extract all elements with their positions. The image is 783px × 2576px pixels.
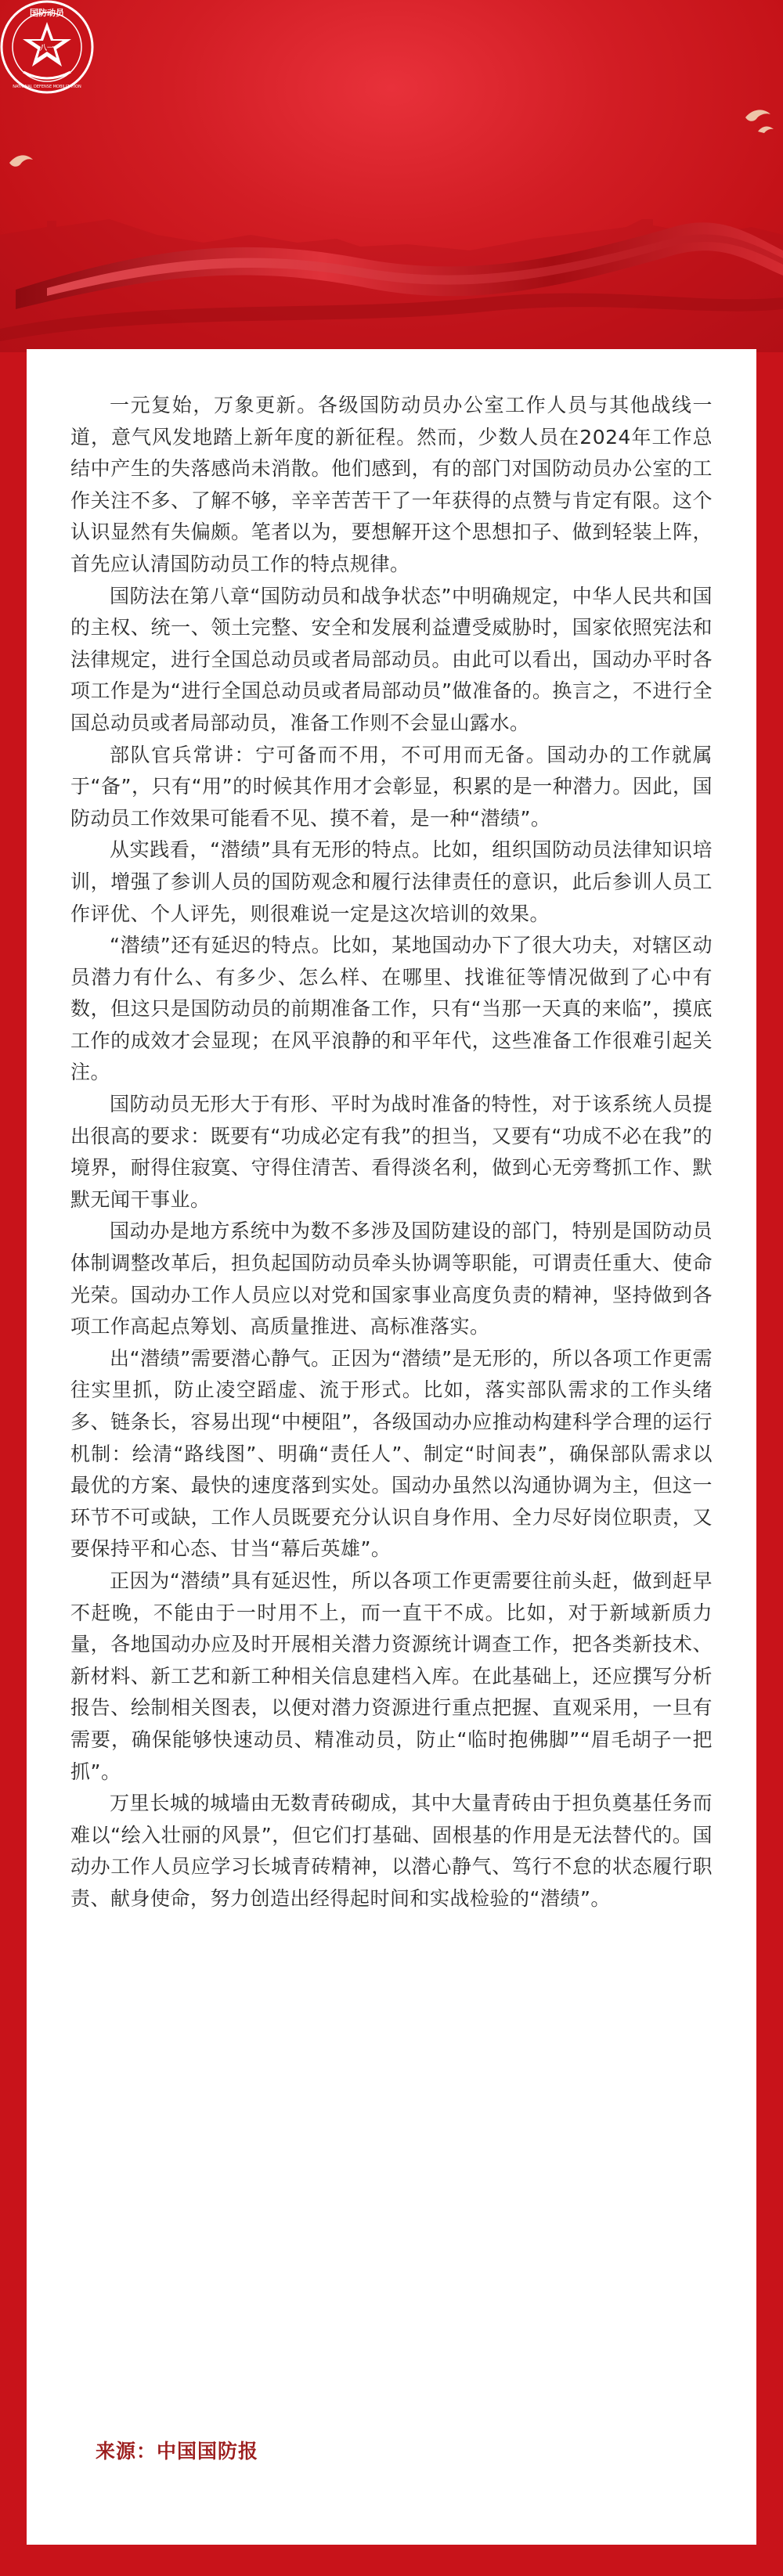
article-source: 来源：中国国防报	[96, 2440, 259, 2463]
emblem-subtext: NATIONAL DEFENSE MOBILIZATION	[13, 85, 81, 89]
header-banner	[0, 0, 783, 352]
dove-left	[9, 155, 33, 166]
article-paragraph: 从实践看，“潜绩”具有无形的特点。比如，组织国防动员法律知识培训，增强了参训人员的国防观念和履行法律责任的意识，此后参训人员工作评优、个人评先，则很难说一定是这次培训的效果。	[70, 838, 713, 925]
banner-decoration	[0, 0, 783, 352]
article-paragraph: 国防法在第八章“国防动员和战争状态”中明确规定，中华人民共和国的主权、统一、领土完整、安全和发展利益遭受威胁时，国家依照宪法和法律规定，进行全国总动员或者局部动员。由此可以看出，国动办平时各项工作是为“进行全国总动员或者局部动员”做准备的。换言之，不进行全国总动员或者局部动员，准备工作则不会显山露水。	[70, 584, 713, 734]
emblem-title: 国防动员	[30, 8, 64, 18]
article-paragraph: 正因为“潜绩”具有延迟性，所以各项工作更需要往前头赶，做到赶早不赶晚，不能由于一时用不上，而一直干不成。比如，对于新域新质力量，各地国动办应及时开展相关潜力资源统计调查工作，把各类新技术、新材料、新工艺和新工种相关信息建档入库。在此基础上，还应撰写分析报告、绘制相关图表，以便对潜力资源进行重点把握、直观采用，一旦有需要，确保能够快速动员、精准动员，防止“临时抱佛脚”“眉毛胡子一把抓”。	[70, 1569, 713, 1783]
article-card	[27, 349, 756, 2545]
national-defense-emblem-icon	[0, 0, 94, 94]
dove-right	[745, 110, 774, 133]
article-paragraph: 万里长城的城墙由无数青砖砌成，其中大量青砖由于担负奠基任务而难以“绘入壮丽的风景”，但它们打基础、固根基的作用是无法替代的。国动办工作人员应学习长城青砖精神，以潜心静气、笃行不怠的状态履行职责、献身使命，努力创造出经得起时间和实战检验的“潜绩”。	[70, 1792, 713, 1910]
emblem-star-mark: 八一	[39, 45, 55, 52]
footer-band	[0, 2545, 783, 2576]
article-paragraph: 国动办是地方系统中为数不多涉及国防建设的部门，特别是国防动员体制调整改革后，担负起国防动员牵头协调等职能，可谓责任重大、使命光荣。国动办工作人员应以对党和国家事业高度负责的精神，坚持做到各项工作高起点筹划、高质量推进、高标准落实。	[70, 1220, 713, 1338]
article-paragraph: 一元复始，万象更新。各级国防动员办公室工作人员与其他战线一道，意气风发地踏上新年度的新征程。然而，少数人员在2024年工作总结中产生的失落感尚未消散。他们感到，有的部门对国防动员办公室的工作关注不多、了解不够，辛辛苦苦干了一年获得的点赞与肯定有限。这个认识显然有失偏颇。笔者以为，要想解开这个思想扣子、做到轻装上阵，首先应认清国防动员工作的特点规律。	[70, 394, 713, 575]
article-paragraph: “潜绩”还有延迟的特点。比如，某地国动办下了很大功夫，对辖区动员潜力有什么、有多少、怎么样、在哪里、找谁征等情况做到了心中有数，但这只是国防动员的前期准备工作，只有“当那一天真的来临”，摸底工作的成效才会显现；在风平浪静的和平年代，这些准备工作很难引起关注。	[70, 934, 713, 1084]
article-paragraph: 国防动员无形大于有形、平时为战时准备的特性，对于该系统人员提出很高的要求：既要有“功成必定有我”的担当，又要有“功成不必在我”的境界，耐得住寂寞、守得住清苦、看得淡名利，做到心无旁骛抓工作、默默无闻干事业。	[70, 1093, 713, 1211]
article-paragraph: 出“潜绩”需要潜心静气。正因为“潜绩”是无形的，所以各项工作更需往实里抓，防止凌空蹈虚、流于形式。比如，落实部队需求的工作头绪多、链条长，容易出现“中梗阻”，各级国动办应推动构建科学合理的运行机制：绘清“路线图”、明确“责任人”、制定“时间表”，确保部队需求以最优的方案、最快的速度落到实处。国动办虽然以沟通协调为主，但这一环节不可或缺，工作人员既要充分认识自身作用、全力尽好岗位职责，又要保持平和心态、甘当“幕后英雄”。	[70, 1346, 713, 1561]
article-paragraph: 部队官兵常讲：宁可备而不用，不可用而无备。国动办的工作就属于“备”，只有“用”的时候其作用才会彰显，积累的是一种潜力。因此，国防动员工作效果可能看不见、摸不着，是一种“潜绩”。	[70, 743, 713, 830]
